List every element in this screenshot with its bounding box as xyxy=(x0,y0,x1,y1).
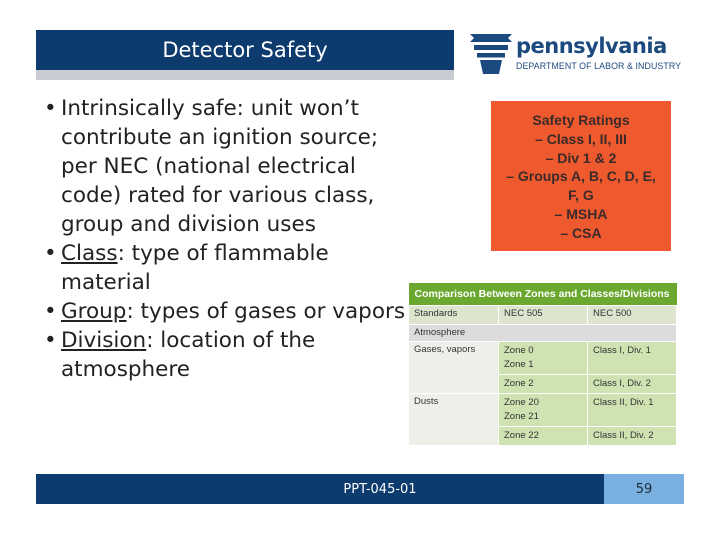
table-caption: Comparison Between Zones and Classes/Divisions xyxy=(409,283,677,306)
footer-code: PPT-045-01 xyxy=(343,481,417,497)
table-cell: Class II, Div. 1 xyxy=(588,394,677,427)
bullet-item: • Class: type of flammable material xyxy=(44,241,329,295)
table-cell: Class I, Div. 1 xyxy=(588,342,677,375)
title-underline xyxy=(36,70,454,80)
table-row-label: Gases, vapors xyxy=(409,342,499,394)
table-cell: Zone 2 xyxy=(499,375,588,394)
ratings-line: – Div 1 & 2 xyxy=(545,149,617,166)
slide-title: Detector Safety xyxy=(162,38,328,62)
bullet-item: • Group: types of gases or vapors xyxy=(44,299,406,324)
table-cell: Class II, Div. 2 xyxy=(588,427,677,446)
bullet-list xyxy=(40,94,410,384)
ratings-line: Safety Ratings xyxy=(532,112,630,128)
logo-wordmark: pennsylvania xyxy=(516,34,667,58)
slide-title-bar xyxy=(36,30,454,70)
ratings-line: – Groups A, B, C, D, E, xyxy=(506,168,656,185)
table-section-label: Atmosphere xyxy=(409,325,677,342)
page-number: 59 xyxy=(604,474,684,504)
safety-ratings-box xyxy=(491,101,671,251)
table-header-cell: Standards xyxy=(409,306,499,325)
ratings-line: – MSHA xyxy=(554,205,608,222)
table-cell: Class I, Div. 2 xyxy=(588,375,677,394)
ratings-line: F, G xyxy=(568,187,594,204)
bullet-item: • Intrinsically safe: unit won’t contribute an ignition source; per NEC (national electrical code) rated for various class, group and division uses xyxy=(44,96,379,237)
table-cell: Zone 20 Zone 21 xyxy=(499,394,588,427)
table-cell: Zone 0 Zone 1 xyxy=(499,342,588,375)
table-header-cell: NEC 505 xyxy=(499,306,588,325)
bullet-item: • Division: location of the atmosphere xyxy=(44,328,316,382)
ratings-line: – CSA xyxy=(560,224,602,241)
ratings-line: – Class I, II, III xyxy=(535,130,627,147)
logo-subtitle: DEPARTMENT OF LABOR & INDUSTRY xyxy=(516,61,682,71)
table-cell: Zone 22 xyxy=(499,427,588,446)
table-header-cell: NEC 500 xyxy=(588,306,677,325)
table-row-label: Dusts xyxy=(409,394,499,446)
zones-comparison-table xyxy=(408,283,677,446)
